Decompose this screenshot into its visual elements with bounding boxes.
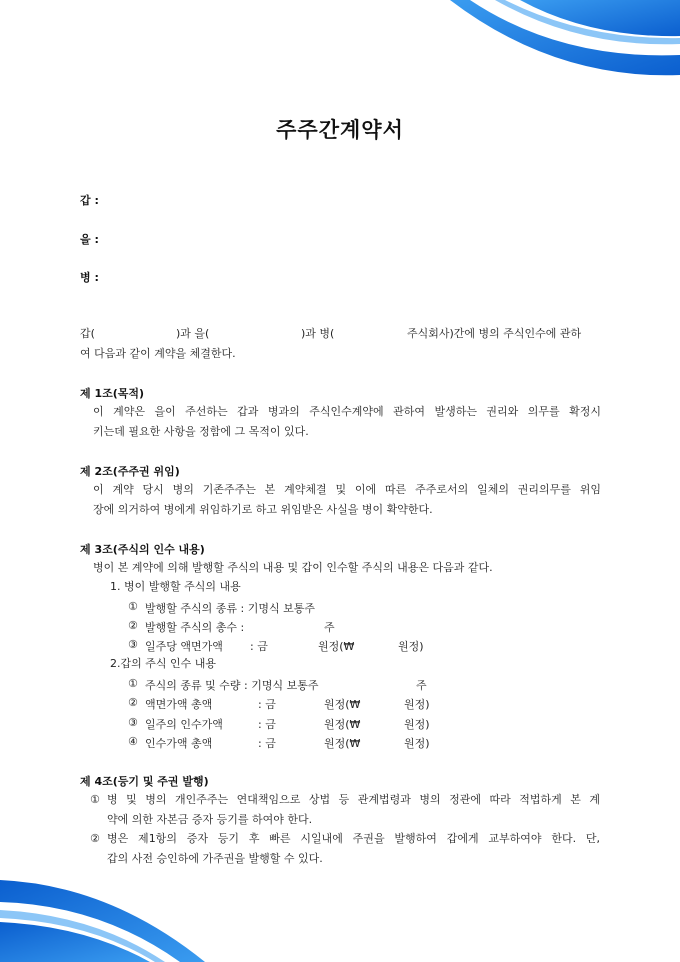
- article-3-heading: 제 3조(주식의 인수 내용): [80, 543, 205, 556]
- article-2-heading: 제 2조(주주권 위임): [80, 465, 180, 478]
- article-3-sub-2-label: 2.갑의 주식 인수 내용: [110, 657, 216, 670]
- party-byeong-label: 병 :: [80, 271, 99, 284]
- article-2-line-2: 장에 의거하여 병에게 위임하기로 하고 위임받은 사실을 병이 확약한다.: [93, 503, 433, 516]
- party-gap-label: 갑 :: [80, 194, 99, 207]
- intro-seg-3: )과 병(: [301, 327, 335, 340]
- intro-line-2: 여 다음과 같이 계약을 체결한다.: [80, 347, 236, 360]
- article-3-intro: 병이 본 계약에 의해 발행할 주식의 내용 및 갑이 인수할 주식의 내용은 다음과 같다.: [93, 561, 493, 574]
- party-eul-label: 을 :: [80, 233, 99, 246]
- article-1-line-1: 이 계약은 을이 주선하는 갑과 병과의 주식인수계약에 관하여 발생하는 권리와 의무를 확정시: [93, 405, 601, 418]
- intro-seg-4: 주식회사)간에 병의 주식인수에 관하: [407, 327, 582, 340]
- page-title: 주주간계약서: [276, 118, 404, 142]
- article-3-sub-1-label: 1. 병이 발행할 주식의 내용: [110, 580, 241, 593]
- intro-seg-1: 갑(: [80, 327, 95, 340]
- intro-seg-2: )과 을(: [176, 327, 210, 340]
- article-2-line-1: 이 계약 당시 병의 기존주주는 본 계약체결 및 이에 따른 주주로서의 일체의 권리의무를 위임: [93, 483, 601, 496]
- article-1-line-2: 키는데 필요한 사항을 정함에 그 목적이 있다.: [93, 425, 309, 438]
- article-4-heading: 제 4조(등기 및 주권 발행): [80, 775, 209, 788]
- article-1-heading: 제 1조(목적): [80, 387, 145, 400]
